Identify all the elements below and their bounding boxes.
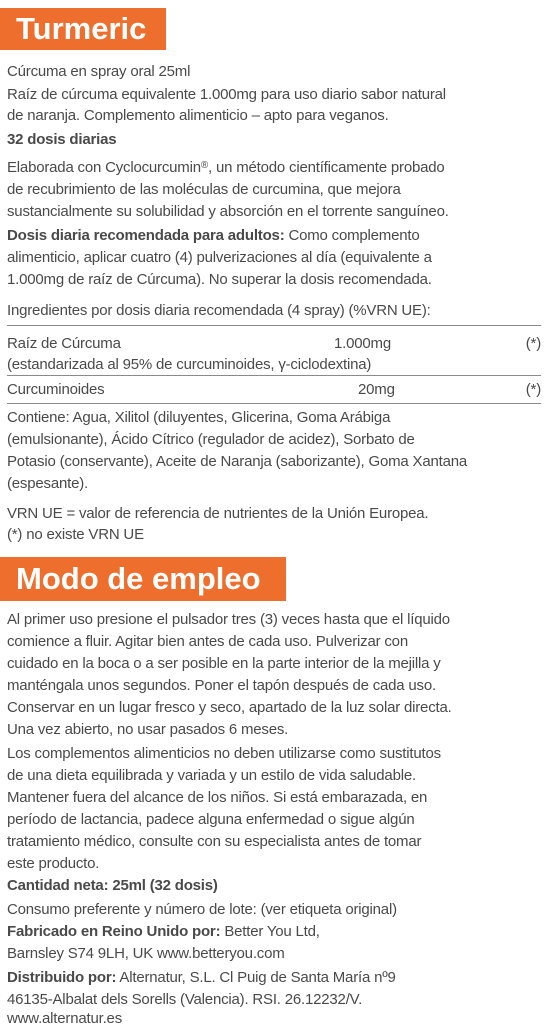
manufacturer-line: Barnsley S74 9LH, UK www.betteryou.com (7, 945, 285, 962)
contains-line: Potasio (conservante), Aceite de Naranja (saborizante), Goma Xantana (7, 453, 467, 470)
section-title: Turmeric (16, 11, 147, 46)
warning-line: este producto. (7, 855, 100, 872)
dose-line: 1.000mg de raíz de Cúrcuma). No superar la dosis recomendada. (7, 271, 432, 288)
manufacturer-label: Fabricado en Reino Unido por: (7, 923, 221, 940)
warning-line: de una dieta equilibrada y variada y un estilo de vida saludable. (7, 767, 416, 784)
section-header-usage (0, 557, 286, 601)
warning-line: período de lactancia, padece alguna enfermedad o sigue algún (7, 811, 415, 828)
description-line: de naranja. Complemento alimenticio – apto para veganos. (7, 107, 389, 124)
ingredients-header: Ingredientes por dosis diaria recomendada (4 spray) (%VRN UE): (7, 302, 431, 319)
vrn-note: (*) no existe VRN UE (7, 526, 144, 543)
distributor-label: Distribuido por: (7, 969, 117, 986)
elaboration-line: sustancialmente su solubilidad y absorción en el torrente sanguíneo. (7, 203, 449, 220)
ingredient-vrn: (*) (525, 335, 541, 352)
product-subtitle: Cúrcuma en spray oral 25ml (7, 63, 191, 80)
elaboration-text: , un método científicamente probado (208, 159, 445, 176)
contains-line: Contiene: Agua, Xilitol (diluyentes, Glicerina, Goma Arábiga (7, 409, 391, 426)
dose-line (7, 226, 420, 245)
registered-mark: ® (200, 160, 209, 171)
dose-text: Como complemento (284, 227, 420, 244)
divider (7, 325, 541, 326)
contains-line: (espesante). (7, 475, 88, 492)
description-line: Raíz de cúrcuma equivalente 1.000mg para uso diario sabor natural (7, 86, 446, 103)
ingredient-amount: 20mg (358, 381, 395, 398)
divider (7, 375, 541, 376)
usage-line: Conservar en un lugar fresco y seco, apartado de la luz solar directa. (7, 699, 452, 716)
contains-line: (emulsionante), Ácido Cítrico (regulador de acidez), Sorbato de (7, 431, 415, 448)
dose-line: alimenticio, aplicar cuatro (4) pulverizaciones al día (equivalente a (7, 249, 432, 266)
warning-line: tratamiento médico, consulte con su especialista antes de tomar (7, 833, 422, 850)
ingredient-name: Curcuminoides (7, 381, 105, 398)
section-title: Modo de empleo (16, 561, 261, 596)
elaboration-line (7, 158, 445, 177)
distributor-line: 46135-Albalat dels Sorells (Valencia). RSI. 26.12232/V. (7, 991, 363, 1008)
ingredient-note: (estandarizada al 95% de curcuminoides, γ-ciclodextina) (7, 356, 372, 373)
manufacturer-text: Better You Ltd, (220, 923, 320, 940)
distributor-line (7, 968, 396, 987)
ingredient-name: Raíz de Cúrcuma (7, 335, 121, 352)
manufacturer-line (7, 922, 320, 941)
elaboration-line: de recubrimiento de las moléculas de curcumina, que mejora (7, 181, 401, 198)
warning-line: Los complementos alimenticios no deben utilizarse como sustitutos (7, 745, 441, 762)
divider (7, 403, 541, 404)
usage-line: Una vez abierto, no usar pasados 6 meses. (7, 721, 289, 738)
usage-line: comience a fluir. Agitar bien antes de cada uso. Pulverizar con (7, 633, 408, 650)
warning-line: Mantener fuera del alcance de los niños. Si está embarazada, en (7, 789, 428, 806)
usage-line: Al primer uso presione el pulsador tres (3) veces hasta que el líquido (7, 611, 450, 628)
elaboration-text: Elaborada con Cyclocurcumin (7, 159, 201, 176)
vrn-note: VRN UE = valor de referencia de nutrientes de la Unión Europea. (7, 505, 429, 522)
ingredient-amount: 1.000mg (334, 335, 391, 352)
usage-line: cuidado en la boca o a ser posible en la parte interior de la mejilla y (7, 655, 441, 672)
dose-label: Dosis diaria recomendada para adultos: (7, 227, 285, 244)
distributor-website: www.alternatur.es (7, 1010, 122, 1027)
distributor-text: Alternatur, S.L. Cl Puig de Santa María nº9 (116, 969, 396, 986)
ingredient-vrn: (*) (525, 381, 541, 398)
net-quantity: Cantidad neta: 25ml (32 dosis) (7, 877, 218, 894)
section-header-turmeric (0, 8, 166, 50)
daily-doses: 32 dosis diarias (7, 131, 117, 148)
batch-info: Consumo preferente y número de lote: (ver etiqueta original) (7, 901, 397, 918)
usage-line: manténgala unos segundos. Poner el tapón después de cada uso. (7, 677, 436, 694)
